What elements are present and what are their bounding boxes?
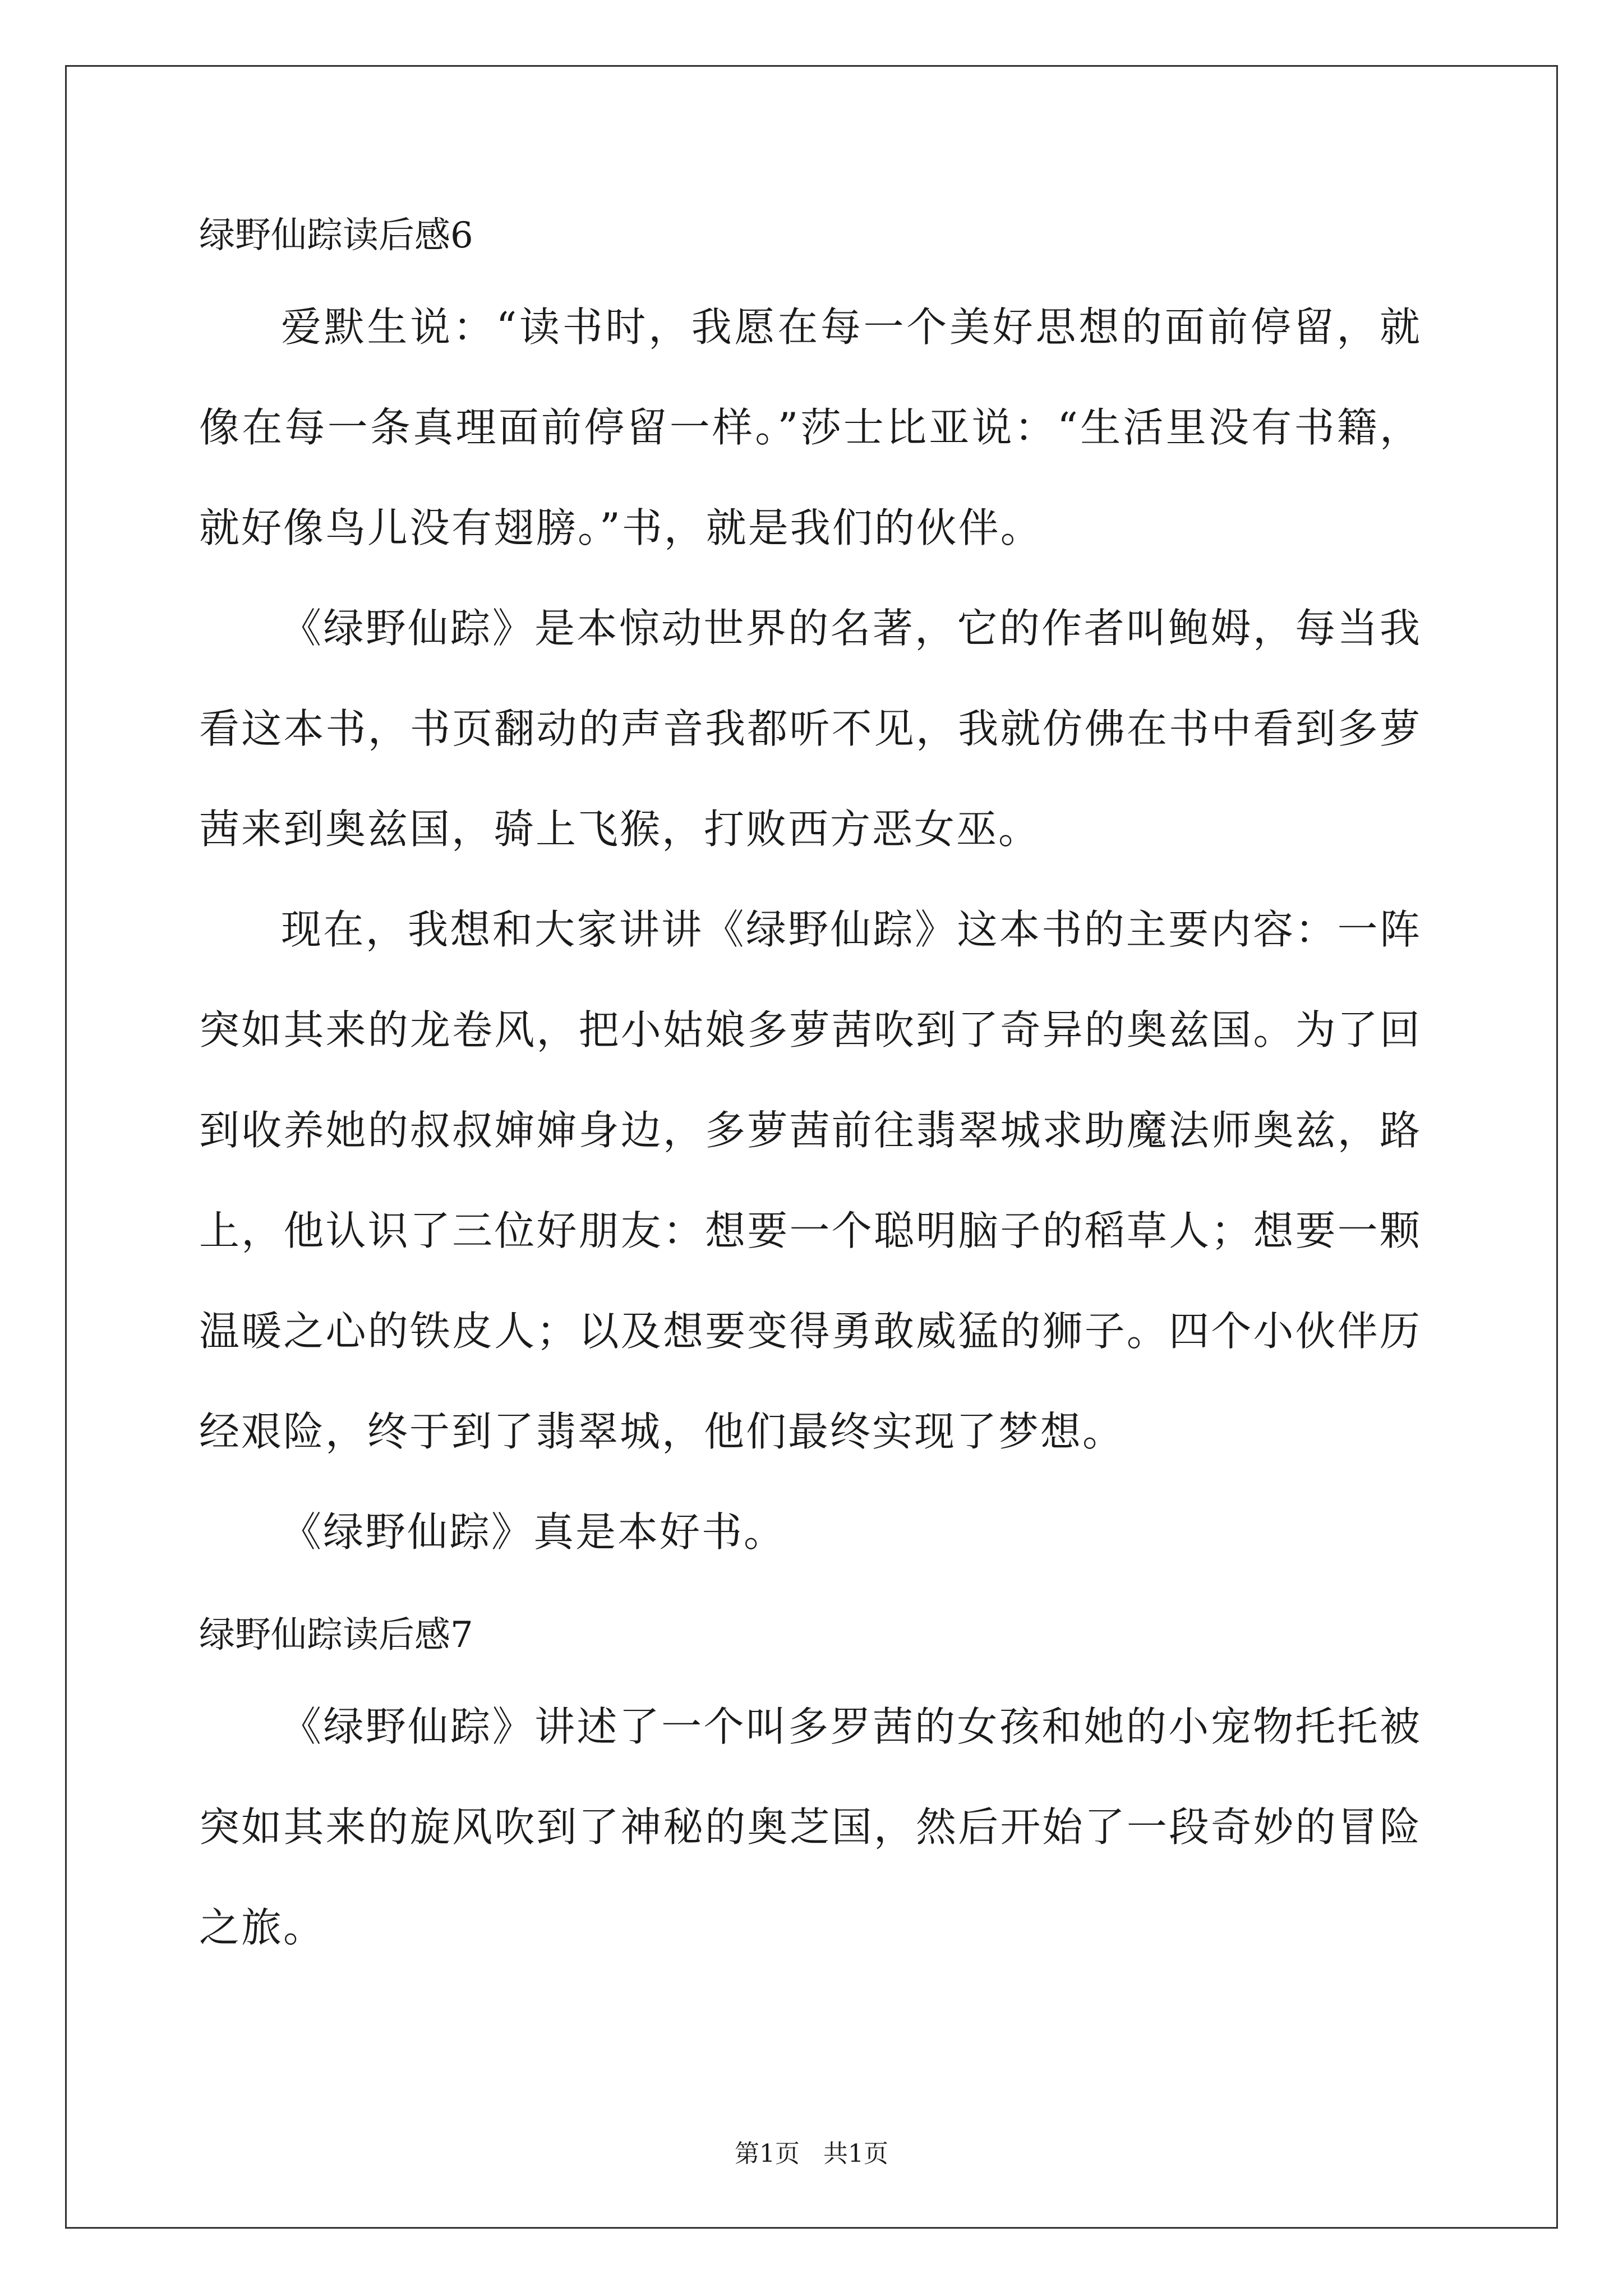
section-heading: 绿野仙踪读后感7 bbox=[199, 1614, 473, 1656]
document-body bbox=[199, 213, 1422, 2006]
section-heading: 绿野仙踪读后感6 bbox=[199, 215, 473, 256]
paragraph: 爱默生说：“读书时，我愿在每一个美好思想的面前停留，就像在每一条真理面前停留一样。”莎士比亚说：“生活里没有书籍，就好像鸟儿没有翅膀。”书，就是我们的伙伴。 bbox=[199, 303, 1422, 551]
page-number-footer: 第1页 共1页 bbox=[735, 2139, 888, 2168]
paragraph: 《绿野仙踪》是本惊动世界的名著，它的作者叫鲍姆，每当我看这本书，书页翻动的声音我都听不见，我就仿佛在书中看到多萝茜来到奥兹国，骑上飞猴，打败西方恶女巫。 bbox=[199, 605, 1422, 853]
paragraph: 《绿野仙踪》讲述了一个叫多罗茜的女孩和她的小宠物托托被突如其来的旋风吹到了神秘的奥芝国，然后开始了一段奇妙的冒险之旅。 bbox=[199, 1703, 1422, 1951]
paragraph: 现在，我想和大家讲讲《绿野仙踪》这本书的主要内容：一阵突如其来的龙卷风，把小姑娘多萝茜吹到了奇异的奥兹国。为了回到收养她的叔叔婶婶身边，多萝茜前往翡翠城求助魔法师奥兹，路上，他认识了三位好朋友：想要一个聪明脑子的稻草人；想要一颗温暖之心的铁皮人；以及想要变得勇敢威猛的狮子。四个小伙伴历经艰险，终于到了翡翠城，他们最终实现了梦想。 bbox=[199, 906, 1422, 1455]
paragraph: 《绿野仙踪》真是本好书。 bbox=[281, 1508, 786, 1556]
